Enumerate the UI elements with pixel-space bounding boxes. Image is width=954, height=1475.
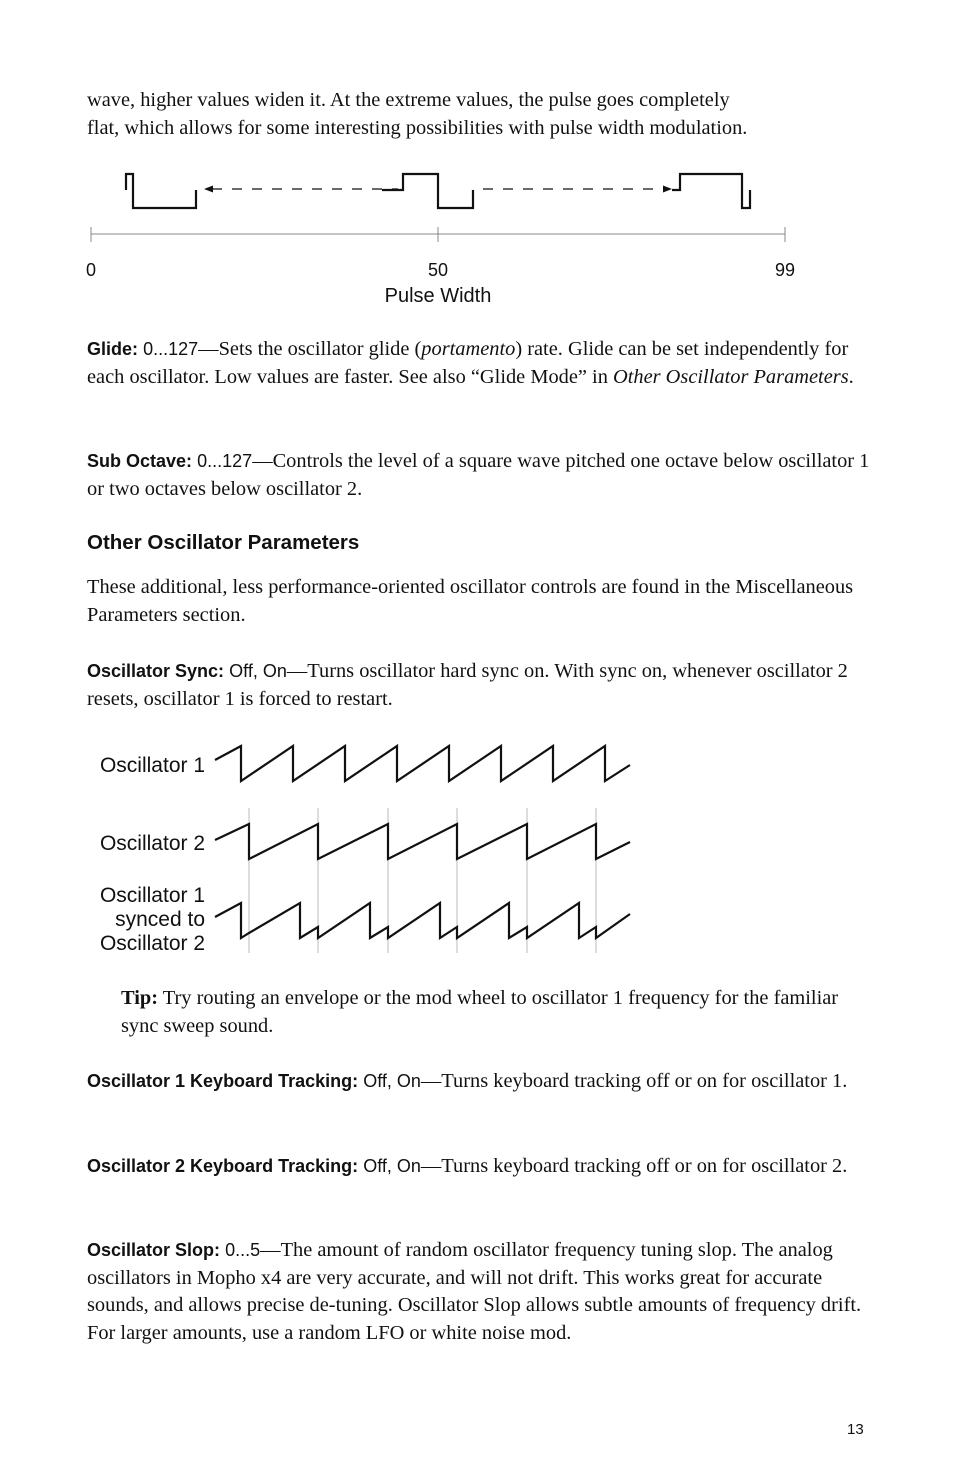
osc-slop-text: —The amount of random oscillator frequency tuning slop. The analog oscillators in Mopho x4 are very accurate, and will not drift. This works great for accurate sounds, and allows precise de-tuning. Oscillator Slop allows subtle amounts of frequency drift. For larger amounts, use a random LFO or white noise mod.: [87, 1239, 862, 1344]
sub-octave-term: Sub Octave:: [87, 451, 193, 471]
oscillator-1-waveform: [215, 746, 630, 781]
osc1-tracking-term: Oscillator 1 Keyboard Tracking:: [87, 1071, 359, 1091]
osc2-tracking-paragraph: [87, 1153, 877, 1181]
osc1-tracking-range: Off, On: [363, 1071, 421, 1091]
glide-italic-ref: Other Oscillator Parameters: [613, 365, 849, 388]
intro-line-2: flat, which allows for some interesting possibilities with pulse width modulation.: [87, 116, 748, 139]
osc-slop-term: Oscillator Slop:: [87, 1240, 221, 1260]
label-synced-line-2: synced to: [115, 908, 205, 931]
osc1-tracking-text: —Turns keyboard tracking off or on for oscillator 1.: [420, 1070, 848, 1092]
tip-label: Tip:: [121, 987, 159, 1009]
osc2-tracking-text: —Turns keyboard tracking off or on for oscillator 2.: [420, 1155, 848, 1177]
glide-text-b: ) rate. Glide can be set independently for each oscillator. Low values are faster. See also “Glide Mode” in: [87, 338, 849, 388]
glide-text-a: —Sets the oscillator glide (: [198, 338, 422, 360]
tip-text: Try routing an envelope or the mod wheel to oscillator 1 frequency for the familiar sync sweep sound.: [121, 987, 839, 1037]
osc2-tracking-range: Off, On: [363, 1156, 421, 1176]
label-oscillator-2: Oscillator 2: [99, 832, 205, 855]
osc-sync-text: —Turns oscillator hard sync on. With sync on, whenever oscillator 2 resets, oscillator 1 is forced to restart.: [87, 660, 848, 710]
tick-label-99: 99: [774, 260, 796, 280]
pulse-axis-label: Pulse Width: [384, 285, 492, 307]
section-heading: Other Oscillator Parameters: [87, 531, 360, 554]
tip-paragraph: [121, 985, 841, 1040]
glide-term: Glide:: [87, 339, 139, 359]
synced-oscillator-waveform: [215, 903, 630, 938]
osc-slop-range: 0...5: [225, 1240, 261, 1260]
glide-text-c: .: [848, 365, 854, 388]
intro-line-1: wave, higher values widen it. At the extreme values, the pulse goes completely: [87, 89, 730, 111]
sub-octave-range: 0...127: [197, 451, 253, 471]
glide-range: 0...127: [143, 339, 199, 359]
tick-label-50: 50: [427, 260, 449, 280]
osc1-tracking-paragraph: [87, 1068, 877, 1096]
page-number: 13: [847, 1421, 864, 1438]
label-synced-line-1: Oscillator 1: [99, 884, 205, 907]
sub-octave-text: —Controls the level of a square wave pitched one octave below oscillator 1 or two octaves below oscillator 2.: [87, 450, 870, 500]
glide-italic: portamento: [421, 338, 516, 360]
osc2-tracking-term: Oscillator 2 Keyboard Tracking:: [87, 1156, 359, 1176]
section-intro-paragraph: These additional, less performance-oriented oscillator controls are found in the Miscellaneous Parameters section.: [87, 576, 854, 626]
oscillator-2-waveform: [215, 824, 630, 859]
label-oscillator-1: Oscillator 1: [99, 754, 205, 777]
tick-label-0: 0: [85, 260, 97, 280]
osc-slop-paragraph: [87, 1237, 877, 1347]
osc-sync-range: Off, On: [229, 661, 287, 681]
osc-sync-term: Oscillator Sync:: [87, 661, 225, 681]
label-synced-line-3: Oscillator 2: [99, 932, 205, 955]
